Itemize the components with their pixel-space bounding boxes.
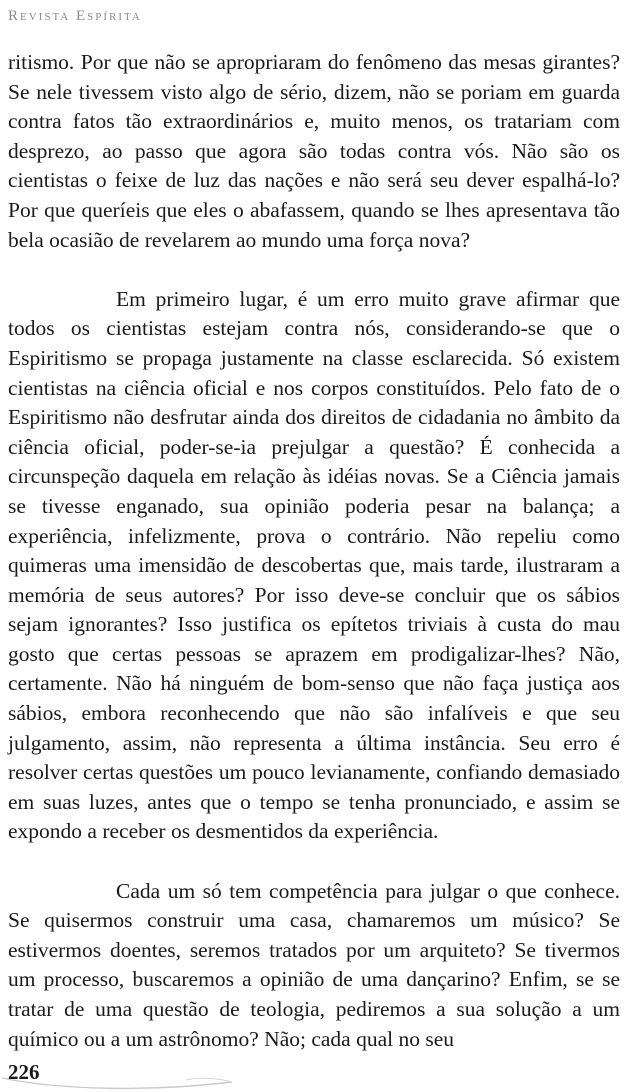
paragraph: Cada um só tem competência para julgar o que conhece. Se quisermos construir uma casa, chamaremos um músico? Se estivermos doentes, seremos tratados por um arquiteto? Se tivermos um processo, buscaremos a opinião de uma dançarino? Enfim, se se tratar de uma questão de teologia, pediremos a sua solução a um químico ou a um astrônomo? Não; cada qual no seu xyxy=(8,878,620,1051)
running-header: Revista Espírita xyxy=(8,8,142,24)
paragraph-continuation: ritismo. Por que não se apropriaram do fenômeno das mesas girantes? Se nele tivessem visto algo de sério, dizem, não se poriam em guarda contra fatos tão extraordinários e, muito menos, os tratariam com desprezo, ao passo que agora são todas contra vós. Não são os cientistas o feixe de luz das nações e não será seu dever espalhá-lo? Por que queríeis que eles o abafassem, quando se lhes apresentava tão bela ocasião de revelarem ao mundo uma força nova? xyxy=(8,50,620,252)
body-text xyxy=(8,48,620,1054)
paragraph: Em primeiro lugar, é um erro muito grave afirmar que todos os cientistas estejam contra nós, considerando-se que o Espiritismo se propaga justamente na classe esclarecida. Só existem cientistas na ciência oficial e nos corpos constituídos. Pelo fato de o Espiritismo não desfrutar ainda dos direitos de cidadania no âmbito da ciência oficial, poder-se-ia prejulgar a questão? É conhecida a circunspeção daquela em relação às idéias novas. Se a Ciência jamais se tivesse enganado, sua opinião poderia pesar na balança; a experiência, infelizmente, prova o contrário. Não repeliu como quimeras uma imensidão de descobertas que, mais tarde, ilustraram a memória de seus autores? Por isso deve-se concluir que os sábios sejam ignorantes? Isso justifica os epítetos triviais à custa do mau gosto que certas pessoas se aprazem em prodigalizar-lhes? Não, certamente. Não há ninguém de bom-senso que não faça justiça aos sábios, embora reconhecendo que não são infalíveis e que seu julgamento, assim, não representa a última instância. Seu erro é resolver certas questões um pouco levianamente, confiando demasiado em suas luzes, antes que o tempo se tenha pronunciado, e assim se expondo a receber os desmentidos da experiência. xyxy=(8,286,620,844)
page-number: 226 xyxy=(8,1060,40,1084)
